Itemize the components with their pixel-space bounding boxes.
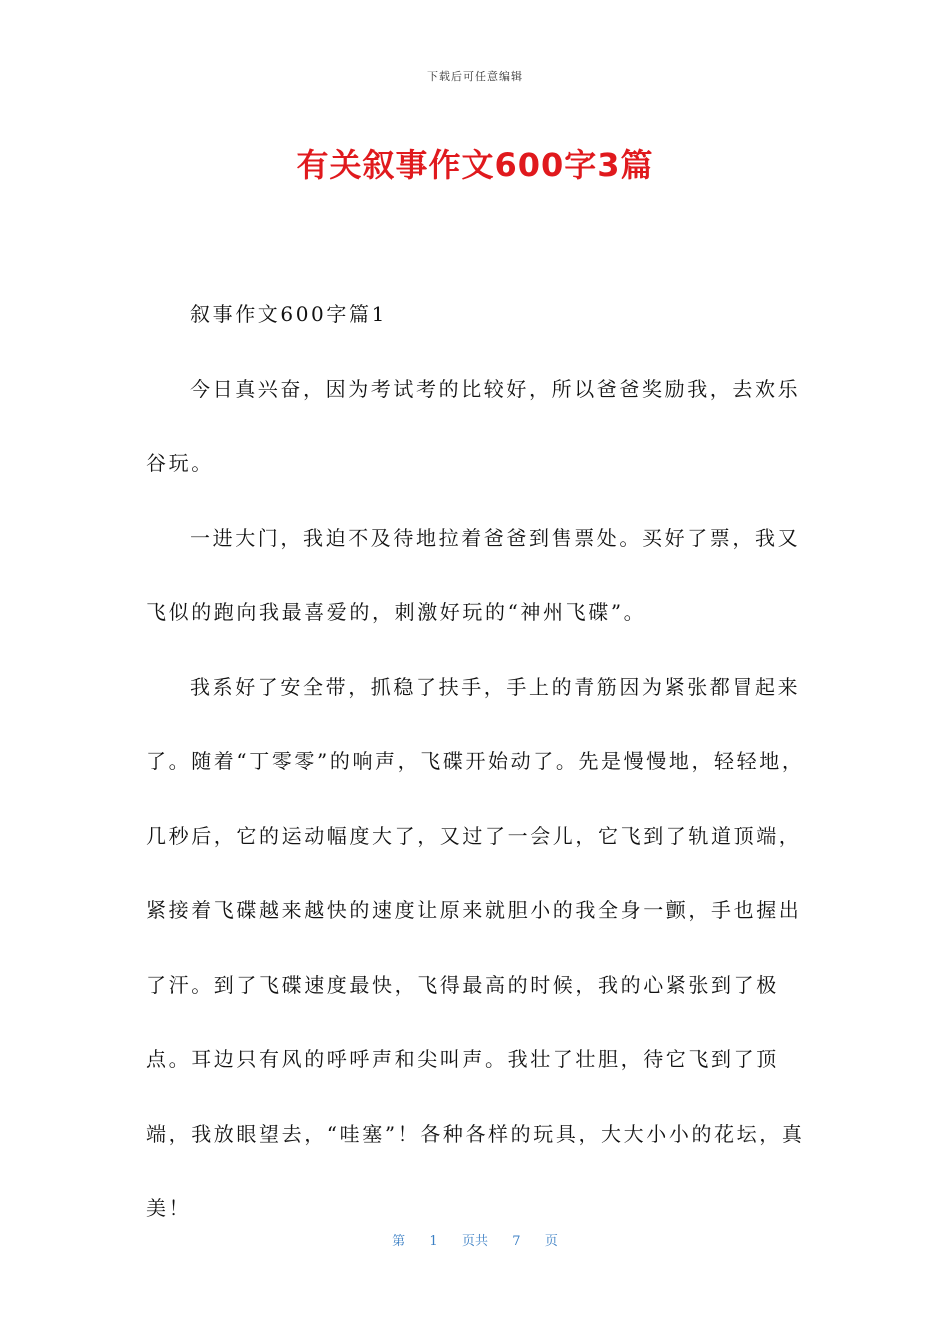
page-number: 1 bbox=[429, 1234, 438, 1249]
document-body bbox=[146, 277, 808, 1246]
paragraph: 一进大门，我迫不及待地拉着爸爸到售票处。买好了票，我又飞似的跑向我最喜爱的，刺激好玩的“神州飞碟”。 bbox=[146, 525, 801, 624]
document-title: 有关叙事作文600字3篇 bbox=[296, 146, 654, 184]
header-note: 下载后可任意编辑 bbox=[427, 70, 523, 83]
page-label-suffix: 页 bbox=[544, 1234, 558, 1249]
page-label-mid: 页共 bbox=[461, 1234, 488, 1249]
section-heading: 叙事作文600字篇1 bbox=[190, 302, 387, 326]
paragraph: 我系好了安全带，抓稳了扶手，手上的青筋因为紧张都冒起来了。随着“丁零零”的响声，飞碟开始动了。先是慢慢地，轻轻地，几秒后，它的运动幅度大了，又过了一会儿，它飞到了轨道顶端，紧接着飞碟越来越快的速度让原来就胆小的我全身一颤，手也握出了汗。到了飞碟速度最快，飞得最高的时候，我的心紧张到了极点。耳边只有风的呼呼声和尖叫声。我壮了壮胆，待它飞到了顶端，我放眼望去，“哇塞”！各种各样的玩具，大大小小的花坛，真美！ bbox=[146, 674, 805, 1220]
paragraph: 今日真兴奋，因为考试考的比较好，所以爸爸奖励我，去欢乐谷玩。 bbox=[146, 376, 801, 475]
page-footer bbox=[0, 1230, 950, 1249]
page-label-prefix: 第 bbox=[392, 1234, 406, 1249]
total-pages: 7 bbox=[512, 1234, 521, 1249]
